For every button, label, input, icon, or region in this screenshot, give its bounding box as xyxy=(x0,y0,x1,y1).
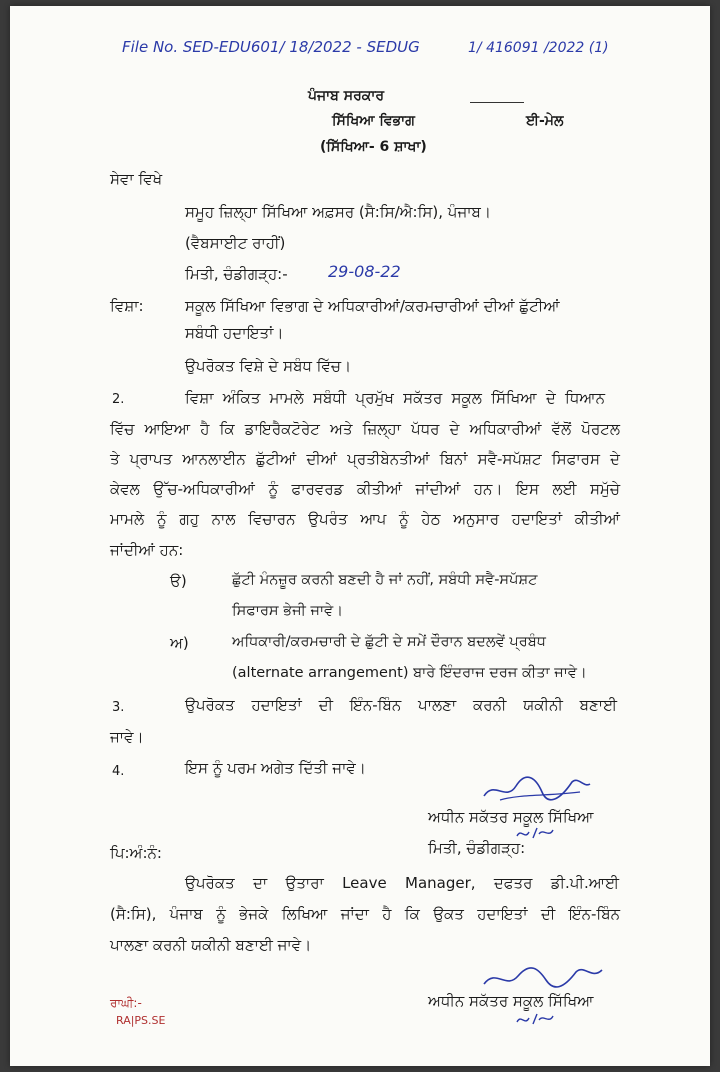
para-4-number: 4. xyxy=(112,764,125,779)
para-4-text: ਇਸ ਨੂੰ ਪਰਮ ਅਗੇਤ ਦਿੱਤੀ ਜਾਵੇ। xyxy=(185,759,366,777)
initials-scribble xyxy=(515,1010,555,1030)
para-2-line: ਤੇ ਪ੍ਰਾਪਤ ਆਨਲਾਈਨ ਛੁੱਟੀਆਂ ਦੀਆਂ ਪ੍ਰਤੀਬੇਨਤੀਆਂ ਬਿਨਾਂ ਸਵੈ-ਸਪੱਸ਼ਟ ਸਿਫਾਰਸ ਦੇ xyxy=(110,450,620,468)
signature-1-title: ਅਧੀਨ ਸਕੱਤਰ ਸਕੂਲ ਸਿੱਖਿਆ xyxy=(428,808,594,826)
point-a-line-1: ਛੁੱਟੀ ਮੰਨਜ਼ੂਰ ਕਰਨੀ ਬਣਦੀ ਹੈ ਜਾਂ ਨਹੀਂ, ਸਬੰਧੀ ਸਵੈ-ਸਪੱਸ਼ਟ xyxy=(232,572,538,588)
para-2-line: ਜਾਂਦੀਆਂ ਹਨ: xyxy=(110,541,184,559)
email-label: ਈ-ਮੇਲ xyxy=(526,113,564,129)
para-2-number: 2. xyxy=(112,392,125,407)
file-number: File No. SED-EDU601/ 18/2022 - SEDUG xyxy=(122,38,420,56)
signature-scribble xyxy=(480,964,610,994)
endorsement-line-3: ਪਾਲਣਾ ਕਰਨੀ ਯਕੀਨੀ ਬਣਾਈ ਜਾਵੇ। xyxy=(110,936,312,954)
seva-vikhe: ਸੇਵਾ ਵਿਖੇ xyxy=(110,170,163,188)
signature-2-title: ਅਧੀਨ ਸਕੱਤਰ ਸਕੂਲ ਸਿੱਖਿਆ xyxy=(428,992,594,1010)
point-a-line-2: ਸਿਫਾਰਸ ਭੇਜੀ ਜਾਵੇ। xyxy=(232,603,343,619)
recipient: ਸਮੂਹ ਜ਼ਿਲ੍ਹਾ ਸਿੱਖਿਆ ਅਫ਼ਸਰ (ਸੈ:ਸਿ/ਐ:ਸਿ), ਪੰਜਾਬ। xyxy=(185,203,492,221)
point-label: ੳ) xyxy=(170,572,187,590)
branch-heading: (ਸਿੱਖਿਆ- 6 ਸ਼ਾਖਾ) xyxy=(320,139,427,155)
para-2-line: ਕੇਵਲ ਉੱਚ-ਅਧਿਕਾਰੀਆਂ ਨੂੰ ਫਾਰਵਰਡ ਕੀਤੀਆਂ ਜਾਂਦੀਆਂ ਹਨ। ਇਸ ਲਈ ਸਮੁੱਚੇ xyxy=(110,480,620,498)
document-page xyxy=(10,6,710,1066)
footer-note-code: RA|PS.SE xyxy=(116,1014,166,1027)
government-heading: ਪੰਜਾਬ ਸਰਕਾਰ xyxy=(308,88,385,104)
para-3-line-2: ਜਾਵੇ। xyxy=(110,728,144,746)
para-2-line: ਵਿੱਚ ਆਇਆ ਹੈ ਕਿ ਡਾਇਰੈਕਟੋਰੇਟ ਅਤੇ ਜ਼ਿਲ੍ਹਾ ਪੱਧਰ ਦੇ ਅਧਿਕਾਰੀਆਂ ਵੱਲੋਂ ਪੋਰਟਲ xyxy=(110,420,620,438)
date-label: ਮਿਤੀ, ਚੰਡੀਗੜ੍ਹ:- xyxy=(185,265,288,283)
department-heading: ਸਿੱਖਿਆ ਵਿਭਾਗ xyxy=(332,113,415,129)
subject-label: ਵਿਸ਼ਾ: xyxy=(110,297,144,315)
subject-line-1: ਸਕੂਲ ਸਿੱਖਿਆ ਵਿਭਾਗ ਦੇ ਅਧਿਕਾਰੀਆਂ/ਕਰਮਚਾਰੀਆਂ ਦੀਆਂ ਛੁੱਟੀਆਂ xyxy=(185,297,560,315)
para-3-number: 3. xyxy=(112,700,125,715)
point-label: ਅ) xyxy=(170,634,189,652)
header-rule xyxy=(470,102,524,103)
endorsement-line-1: ਉਪਰੋਕਤ ਦਾ ਉਤਾਰਾ Leave Manager, ਦਫਤਰ ਡੀ.ਪੀ.ਆਈ xyxy=(185,874,619,892)
para-2-line: ਵਿਸ਼ਾ ਅੰਕਿਤ ਮਾਮਲੇ ਸਬੰਧੀ ਪ੍ਰਮੁੱਖ ਸਕੱਤਰ ਸਕੂਲ ਸਿੱਖਿਆ ਦੇ ਧਿਆਨ xyxy=(185,389,605,407)
footer-note-label: ਰਾਘੀ:- xyxy=(110,996,142,1010)
para-2-line: ਮਾਮਲੇ ਨੂੰ ਗਹੁ ਨਾਲ ਵਿਚਾਰਨ ਉਪਰੰਤ ਆਪ ਨੂੰ ਹੇਠ ਅਨੁਸਾਰ ਹਦਾਇਤਾਂ ਕੀਤੀਆਂ xyxy=(110,510,620,528)
reference-line: ਉਪਰੋਕਤ ਵਿਸ਼ੇ ਦੇ ਸਬੰਧ ਵਿੱਚ। xyxy=(185,357,352,375)
para-3-line-1: ਉਪਰੋਕਤ ਹਦਾਇਤਾਂ ਦੀ ਇੰਨ-ਬਿੰਨ ਪਾਲਣਾ ਕਰਨੀ ਯਕੀਨੀ ਬਣਾਈ xyxy=(185,696,617,714)
endorsement-label: ਪਿ:ਅੰ:ਨੰ: xyxy=(110,844,162,862)
point-b-line-2: (alternate arrangement) ਬਾਰੇ ਇੰਦਰਾਜ ਦਰਜ ਕੀਤਾ ਜਾਵੇ। xyxy=(232,665,587,681)
via-website: (ਵੈਬਸਾਈਟ ਰਾਹੀਂ) xyxy=(185,234,286,252)
signature-1-date: ਮਿਤੀ, ਚੰਡੀਗੜ੍ਹ: xyxy=(428,839,526,857)
subject-line-2: ਸਬੰਧੀ ਹਦਾਇਤਾਂ। xyxy=(185,324,284,342)
signature-scribble xyxy=(480,774,600,808)
date-value: 29-08-22 xyxy=(328,262,401,281)
endorsement-line-2: (ਸੈ:ਸਿ), ਪੰਜਾਬ ਨੂੰ ਭੇਜਕੇ ਲਿਖਿਆ ਜਾਂਦਾ ਹੈ ਕਿ ਉਕਤ ਹਦਾਇਤਾਂ ਦੀ ਇੰਨ-ਬਿੰਨ xyxy=(110,905,620,923)
file-reference: 1/ 416091 /2022 (1) xyxy=(468,40,609,56)
point-b-line-1: ਅਧਿਕਾਰੀ/ਕਰਮਚਾਰੀ ਦੇ ਛੁੱਟੀ ਦੇ ਸਮੇਂ ਦੌਰਾਨ ਬਦਲਵੇਂ ਪ੍ਰਬੰਧ xyxy=(232,634,546,650)
